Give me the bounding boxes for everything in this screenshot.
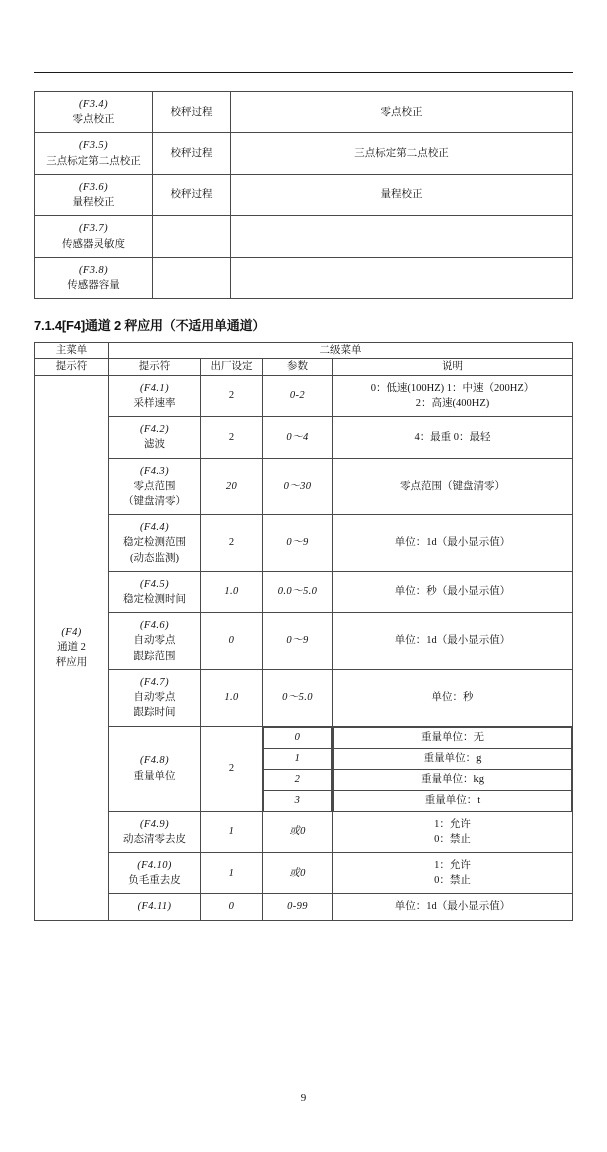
cell-factory: 1	[201, 853, 263, 894]
cell-code-label	[109, 458, 201, 515]
cell-code-label	[109, 613, 201, 670]
main-label-line1: 通道 2	[57, 642, 86, 654]
cell-desc	[231, 257, 573, 298]
cell-desc: 单位：1d（最小显示值）	[333, 613, 573, 670]
table-row	[35, 515, 573, 572]
header-main-menu: 主菜单	[35, 343, 109, 359]
table-row	[35, 669, 573, 726]
param-label: 零点范围	[133, 480, 176, 492]
cell-factory: 2	[201, 726, 263, 811]
param-code: (F4.3)	[140, 465, 169, 477]
table-row	[35, 216, 573, 257]
table-row	[35, 133, 573, 174]
page-number: 9	[300, 1092, 307, 1104]
param-label: 传感器灵敏度	[62, 238, 125, 250]
param-code: (F3.8)	[79, 264, 108, 276]
param-label: 稳定检测范围	[123, 537, 186, 549]
header-sub-menu: 二级菜单	[109, 343, 573, 359]
param-code: (F4.9)	[140, 818, 169, 830]
param-code: (F4.7)	[140, 676, 169, 688]
cell-param: 0～9	[263, 613, 333, 670]
cell-param: 3	[264, 790, 332, 811]
nested-desc-table	[333, 727, 572, 811]
cell-code-label	[109, 726, 201, 811]
cell-factory: 20	[201, 458, 263, 515]
cell-param: 或0	[263, 853, 333, 894]
cell-code-label	[109, 417, 201, 458]
cell-factory: 校秤过程	[153, 174, 231, 215]
main-label-line2: 秤应用	[55, 657, 88, 669]
cell-desc: 4：最重 0：最轻	[333, 417, 573, 458]
param-code: (F4.10)	[137, 860, 172, 871]
cell-code-label	[109, 811, 201, 852]
cell-desc: 三点标定第二点校正	[231, 133, 573, 174]
param-code: (F3.6)	[79, 181, 108, 193]
main-code: (F4)	[61, 626, 82, 638]
desc-line: 1：允许	[434, 860, 471, 871]
param-label-2: (动态监测)	[130, 552, 179, 564]
param-label: 自动零点	[133, 635, 176, 647]
param-label-2: 跟踪时间	[133, 707, 176, 719]
header-param: 参数	[263, 359, 333, 375]
param-label: 动态清零去皮	[123, 833, 186, 845]
param-label: 滤波	[144, 439, 165, 451]
table-row	[35, 811, 573, 852]
cell-desc	[333, 853, 573, 894]
param-label: 重量单位	[133, 770, 176, 782]
document-page	[0, 72, 607, 1152]
param-code: (F4.11)	[137, 901, 172, 913]
desc-line: 0：禁止	[434, 833, 471, 845]
header-rule	[34, 72, 573, 73]
cell-code-label	[109, 669, 201, 726]
param-code: (F3.4)	[79, 99, 108, 110]
header-desc: 说明	[333, 359, 573, 375]
cell-code-label	[35, 92, 153, 133]
header-factory: 出厂设定	[201, 359, 263, 375]
param-label: 量程校正	[72, 197, 115, 209]
cell-param: 或0	[263, 811, 333, 852]
cell-code-label	[109, 515, 201, 572]
param-label: 自动零点	[133, 692, 176, 704]
cell-main-menu-f4	[35, 375, 109, 920]
param-code: (F4.1)	[140, 382, 169, 394]
table-row	[35, 853, 573, 894]
cell-factory: 0	[201, 613, 263, 670]
cell-desc: 单位：秒（最小显示值）	[333, 571, 573, 612]
cell-code-label	[109, 571, 201, 612]
table-row	[35, 726, 573, 811]
param-label: 三点标定第二点校正	[46, 155, 141, 167]
cell-code-label	[35, 216, 153, 257]
cell-param-group	[263, 726, 333, 811]
table-row	[35, 375, 573, 416]
nested-param-table	[263, 727, 332, 811]
param-label: 零点校正	[72, 114, 115, 126]
desc-line: 0：低速(100HZ) 1：中速（200HZ）	[370, 382, 535, 394]
cell-factory: 0	[201, 894, 263, 920]
cell-desc	[231, 216, 573, 257]
cell-desc: 单位：秒	[333, 669, 573, 726]
cell-param: 2	[264, 769, 332, 790]
cell-factory	[153, 257, 231, 298]
param-code: (F4.8)	[140, 755, 169, 767]
desc-line: 1：允许	[434, 818, 471, 830]
cell-desc: 重量单位：t	[334, 790, 572, 811]
cell-desc: 重量单位：g	[334, 748, 572, 769]
cell-param: 1	[264, 748, 332, 769]
cell-code-label	[35, 133, 153, 174]
cell-param: 0-2	[263, 375, 333, 416]
cell-desc: 重量单位：kg	[334, 769, 572, 790]
cell-factory: 2	[201, 515, 263, 572]
cell-factory: 1	[201, 811, 263, 852]
param-code: (F4.4)	[140, 522, 169, 534]
cell-param: 0.0～5.0	[263, 571, 333, 612]
cell-param: 0	[264, 727, 332, 748]
param-label: 负毛重去皮	[128, 875, 181, 887]
param-code: (F4.6)	[140, 620, 169, 632]
table-header-row	[35, 343, 573, 359]
cell-param: 0～9	[263, 515, 333, 572]
cell-code-label	[35, 257, 153, 298]
cell-factory	[153, 216, 231, 257]
table-row	[35, 174, 573, 215]
cell-desc: 零点范围（键盘清零）	[333, 458, 573, 515]
param-code: (F3.7)	[79, 223, 108, 235]
cell-param: 0-99	[263, 894, 333, 920]
cell-factory: 2	[201, 417, 263, 458]
cell-factory: 1.0	[201, 669, 263, 726]
table-row	[35, 894, 573, 920]
cell-code-label	[109, 853, 201, 894]
table-row	[35, 417, 573, 458]
cell-desc: 单位：1d（最小显示值）	[333, 894, 573, 920]
param-code: (F4.2)	[140, 424, 169, 436]
cell-param: 0～4	[263, 417, 333, 458]
cell-param: 0～30	[263, 458, 333, 515]
cell-desc: 零点校正	[231, 92, 573, 133]
param-label: 采样速率	[133, 397, 176, 409]
cell-factory: 校秤过程	[153, 133, 231, 174]
header-prompt: 提示符	[35, 359, 109, 375]
param-label-2: （键盘清零）	[123, 495, 186, 507]
table-header-row	[35, 359, 573, 375]
param-label-2: 跟踪范围	[133, 650, 176, 662]
param-label: 稳定检测时间	[123, 594, 186, 606]
section-heading: 7.1.4[F4]通道 2 秤应用（不适用单通道）	[34, 318, 266, 334]
cell-desc: 单位：1d（最小显示值）	[333, 515, 573, 572]
cell-desc-group	[333, 726, 573, 811]
cell-factory: 校秤过程	[153, 92, 231, 133]
cell-code-label	[109, 375, 201, 416]
table-row	[35, 257, 573, 298]
cell-code-label	[35, 174, 153, 215]
table-row	[35, 92, 573, 133]
cell-code-label	[109, 894, 201, 920]
table-row	[35, 571, 573, 612]
table-f4-channel2	[34, 342, 573, 920]
table-f3-calibration	[34, 91, 573, 299]
table-row	[35, 613, 573, 670]
param-label: 传感器容量	[67, 279, 120, 291]
cell-factory: 1.0	[201, 571, 263, 612]
param-code: (F4.5)	[140, 578, 169, 590]
cell-desc	[333, 811, 573, 852]
cell-desc: 重量单位：无	[334, 727, 572, 748]
cell-desc: 量程校正	[231, 174, 573, 215]
desc-line: 0：禁止	[434, 875, 471, 887]
param-code: (F3.5)	[79, 140, 108, 152]
desc-line: 2：高速(400HZ)	[415, 397, 490, 409]
cell-desc	[333, 375, 573, 416]
table-row	[35, 458, 573, 515]
cell-param: 0～5.0	[263, 669, 333, 726]
header-prompt-2: 提示符	[109, 359, 201, 375]
cell-factory: 2	[201, 375, 263, 416]
